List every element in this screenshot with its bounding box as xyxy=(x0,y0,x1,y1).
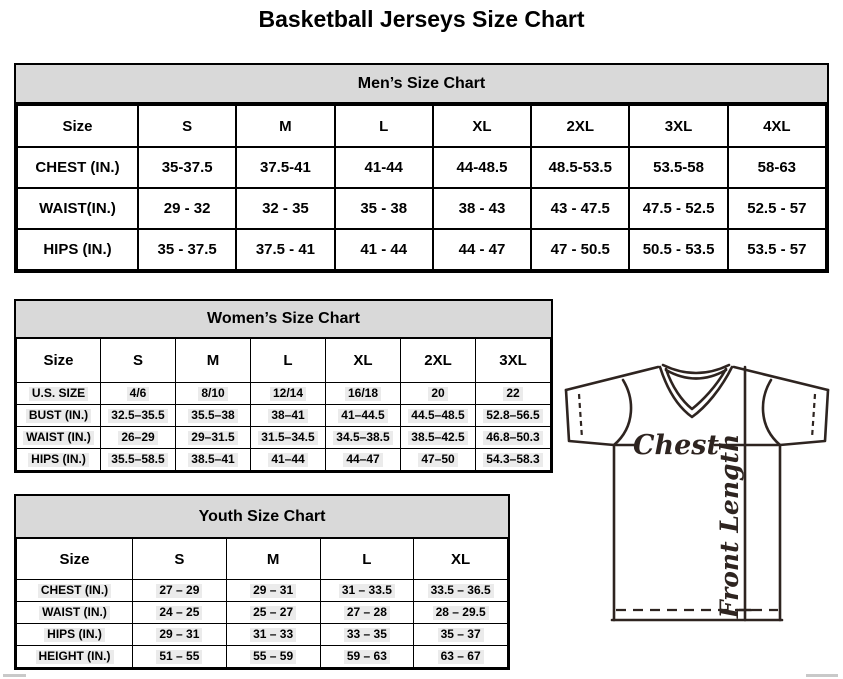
value-text: 32 - 35 xyxy=(262,200,309,217)
value-cell xyxy=(531,229,629,270)
value-cell xyxy=(531,188,629,229)
value-cell xyxy=(629,229,727,270)
value-text: 12/14 xyxy=(270,387,306,400)
value-text: 52.8–56.5 xyxy=(483,409,542,422)
value-text: 32.5–35.5 xyxy=(108,409,167,422)
value-text: 28 – 29.5 xyxy=(433,606,489,619)
partial-element-bottom-left xyxy=(3,674,26,677)
value-text: 46.8–50.3 xyxy=(483,431,542,444)
column-header: XL xyxy=(433,105,531,147)
value-cell xyxy=(476,449,551,471)
value-cell xyxy=(531,147,629,188)
value-text: 16/18 xyxy=(345,387,381,400)
chest-label: Chest xyxy=(633,430,719,461)
value-text: 43 - 47.5 xyxy=(550,200,610,217)
value-cell xyxy=(476,427,551,449)
womens-chart-header: Women’s Size Chart xyxy=(16,301,551,339)
value-cell xyxy=(326,449,401,471)
column-header: S xyxy=(133,539,227,580)
table-row xyxy=(17,646,508,668)
row-label-text: CHEST (IN.) xyxy=(35,159,120,176)
value-text: 58-63 xyxy=(757,159,797,176)
row-label-text: HEIGHT (IN.) xyxy=(36,650,114,663)
value-cell xyxy=(236,229,334,270)
row-label xyxy=(17,624,133,646)
partial-element-bottom-right xyxy=(806,674,838,677)
value-cell xyxy=(326,427,401,449)
value-cell xyxy=(226,580,320,602)
column-header: XL xyxy=(326,339,401,383)
value-cell xyxy=(320,624,414,646)
value-text: 35 - 38 xyxy=(360,200,408,217)
value-cell xyxy=(176,427,251,449)
column-header: 2XL xyxy=(401,339,476,383)
value-text: 52.5 - 57 xyxy=(747,200,807,217)
womens-size-chart xyxy=(14,299,553,473)
value-text: 29 – 31 xyxy=(250,584,296,597)
value-cell xyxy=(236,147,334,188)
row-label xyxy=(17,229,138,270)
row-label-text: HIPS (IN.) xyxy=(43,241,112,258)
value-text: 44.5–48.5 xyxy=(408,409,467,422)
column-header: S xyxy=(138,105,236,147)
value-cell xyxy=(176,405,251,427)
table-row xyxy=(17,188,826,229)
value-text: 33 – 35 xyxy=(344,628,390,641)
value-cell xyxy=(414,602,508,624)
value-text: 22 xyxy=(503,387,522,400)
value-cell xyxy=(335,188,433,229)
column-header-row xyxy=(17,539,508,580)
value-text: 47–50 xyxy=(418,453,457,466)
value-cell xyxy=(326,383,401,405)
value-cell xyxy=(251,449,326,471)
column-header-row xyxy=(17,339,551,383)
womens-size-table xyxy=(16,338,551,471)
value-text: 31 – 33.5 xyxy=(339,584,395,597)
youth-size-table xyxy=(16,538,508,668)
value-text: 59 – 63 xyxy=(344,650,390,663)
value-text: 63 – 67 xyxy=(438,650,484,663)
table-row xyxy=(17,580,508,602)
value-cell xyxy=(133,646,227,668)
row-label xyxy=(17,449,101,471)
value-cell xyxy=(138,229,236,270)
value-text: 48.5-53.5 xyxy=(548,159,612,176)
value-text: 26–29 xyxy=(118,431,157,444)
table-row xyxy=(17,449,551,471)
value-cell xyxy=(414,624,508,646)
row-label xyxy=(17,602,133,624)
value-text: 27 – 28 xyxy=(344,606,390,619)
value-cell xyxy=(176,383,251,405)
value-cell xyxy=(728,147,826,188)
value-text: 38.5–41 xyxy=(188,453,237,466)
row-label xyxy=(17,580,133,602)
column-header: S xyxy=(101,339,176,383)
value-text: 34.5–38.5 xyxy=(333,431,392,444)
front-length-label: Front Length xyxy=(715,433,744,619)
value-cell xyxy=(433,147,531,188)
value-text: 33.5 – 36.5 xyxy=(428,584,494,597)
column-header: L xyxy=(320,539,414,580)
value-cell xyxy=(101,449,176,471)
row-label-text: WAIST(IN.) xyxy=(39,200,116,217)
value-text: 4/6 xyxy=(127,387,150,400)
size-corner-header: Size xyxy=(17,539,133,580)
value-text: 51 – 55 xyxy=(156,650,202,663)
column-header: L xyxy=(251,339,326,383)
value-cell xyxy=(138,188,236,229)
value-text: 37.5 - 41 xyxy=(255,241,316,258)
row-label-text: U.S. SIZE xyxy=(29,387,88,400)
value-cell xyxy=(101,405,176,427)
value-cell xyxy=(401,449,476,471)
column-header: M xyxy=(226,539,320,580)
value-cell xyxy=(728,229,826,270)
column-header: 2XL xyxy=(531,105,629,147)
value-text: 41 - 44 xyxy=(360,241,408,258)
value-cell xyxy=(414,580,508,602)
value-cell xyxy=(433,188,531,229)
table-row xyxy=(17,427,551,449)
row-label-text: HIPS (IN.) xyxy=(28,453,89,466)
row-label xyxy=(17,383,101,405)
youth-size-chart xyxy=(14,494,510,670)
mens-chart-header: Men’s Size Chart xyxy=(16,65,827,104)
value-text: 29 - 32 xyxy=(163,200,211,217)
value-cell xyxy=(101,427,176,449)
value-text: 35-37.5 xyxy=(161,159,213,176)
jersey-outline-icon xyxy=(566,365,828,620)
value-cell xyxy=(401,427,476,449)
value-text: 44–47 xyxy=(343,453,382,466)
row-label-text: WAIST (IN.) xyxy=(39,606,110,619)
value-cell xyxy=(320,646,414,668)
table-row xyxy=(17,602,508,624)
value-text: 50.5 - 53.5 xyxy=(642,241,715,258)
value-text: 35 - 37.5 xyxy=(157,241,217,258)
value-text: 29–31.5 xyxy=(188,431,237,444)
value-text: 55 – 59 xyxy=(250,650,296,663)
value-text: 44-48.5 xyxy=(456,159,508,176)
value-cell xyxy=(251,427,326,449)
value-text: 35.5–38 xyxy=(188,409,237,422)
value-cell xyxy=(401,383,476,405)
value-cell xyxy=(226,602,320,624)
row-label-text: HIPS (IN.) xyxy=(44,628,105,641)
size-corner-header: Size xyxy=(17,339,101,383)
value-cell xyxy=(476,383,551,405)
value-text: 41–44 xyxy=(268,453,307,466)
value-cell xyxy=(138,147,236,188)
row-label xyxy=(17,646,133,668)
value-text: 31.5–34.5 xyxy=(258,431,317,444)
column-header: 3XL xyxy=(629,105,727,147)
value-text: 8/10 xyxy=(198,387,227,400)
value-text: 27 – 29 xyxy=(156,584,202,597)
value-cell xyxy=(335,147,433,188)
table-row xyxy=(17,147,826,188)
size-corner-header: Size xyxy=(17,105,138,147)
value-cell xyxy=(133,624,227,646)
youth-chart-header: Youth Size Chart xyxy=(16,496,508,539)
value-text: 37.5-41 xyxy=(259,159,311,176)
value-cell xyxy=(251,405,326,427)
value-text: 41–44.5 xyxy=(338,409,387,422)
row-label xyxy=(17,427,101,449)
value-text: 25 – 27 xyxy=(250,606,296,619)
row-label xyxy=(17,188,138,229)
value-text: 38 - 43 xyxy=(458,200,506,217)
value-cell xyxy=(335,229,433,270)
value-cell xyxy=(226,624,320,646)
row-label xyxy=(17,147,138,188)
column-header: 3XL xyxy=(476,339,551,383)
value-text: 53.5-58 xyxy=(653,159,704,176)
value-cell xyxy=(320,602,414,624)
value-text: 20 xyxy=(428,387,447,400)
value-text: 53.5 - 57 xyxy=(747,241,807,258)
value-cell xyxy=(728,188,826,229)
value-cell xyxy=(236,188,334,229)
value-cell xyxy=(226,646,320,668)
value-cell xyxy=(629,147,727,188)
column-header: 4XL xyxy=(728,105,826,147)
value-cell xyxy=(176,449,251,471)
value-cell xyxy=(476,405,551,427)
value-text: 29 – 31 xyxy=(156,628,202,641)
value-cell xyxy=(326,405,401,427)
table-row xyxy=(17,624,508,646)
value-cell xyxy=(414,646,508,668)
value-cell xyxy=(320,580,414,602)
mens-size-table xyxy=(16,104,827,271)
value-cell xyxy=(133,602,227,624)
mens-size-chart xyxy=(14,63,829,273)
column-header-row xyxy=(17,105,826,147)
row-label xyxy=(17,405,101,427)
value-text: 35 – 37 xyxy=(438,628,484,641)
value-cell xyxy=(401,405,476,427)
column-header: XL xyxy=(414,539,508,580)
value-text: 47.5 - 52.5 xyxy=(642,200,715,217)
value-text: 44 - 47 xyxy=(458,241,506,258)
value-text: 54.3–58.3 xyxy=(483,453,542,466)
row-label-text: WAIST (IN.) xyxy=(23,431,94,444)
value-cell xyxy=(433,229,531,270)
table-row xyxy=(17,383,551,405)
table-row xyxy=(17,405,551,427)
value-text: 41-44 xyxy=(364,159,403,176)
row-label-text: CHEST (IN.) xyxy=(38,584,111,597)
value-text: 38–41 xyxy=(268,409,307,422)
jersey-measurement-diagram xyxy=(556,358,840,632)
value-text: 47 - 50.5 xyxy=(550,241,610,258)
column-header: M xyxy=(176,339,251,383)
table-row xyxy=(17,229,826,270)
value-text: 24 – 25 xyxy=(156,606,202,619)
value-text: 38.5–42.5 xyxy=(408,431,467,444)
value-text: 31 – 33 xyxy=(250,628,296,641)
column-header: L xyxy=(335,105,433,147)
value-cell xyxy=(101,383,176,405)
value-text: 35.5–58.5 xyxy=(108,453,167,466)
value-cell xyxy=(629,188,727,229)
column-header: M xyxy=(236,105,334,147)
value-cell xyxy=(133,580,227,602)
row-label-text: BUST (IN.) xyxy=(26,409,91,422)
page-title: Basketball Jerseys Size Chart xyxy=(258,6,585,32)
value-cell xyxy=(251,383,326,405)
